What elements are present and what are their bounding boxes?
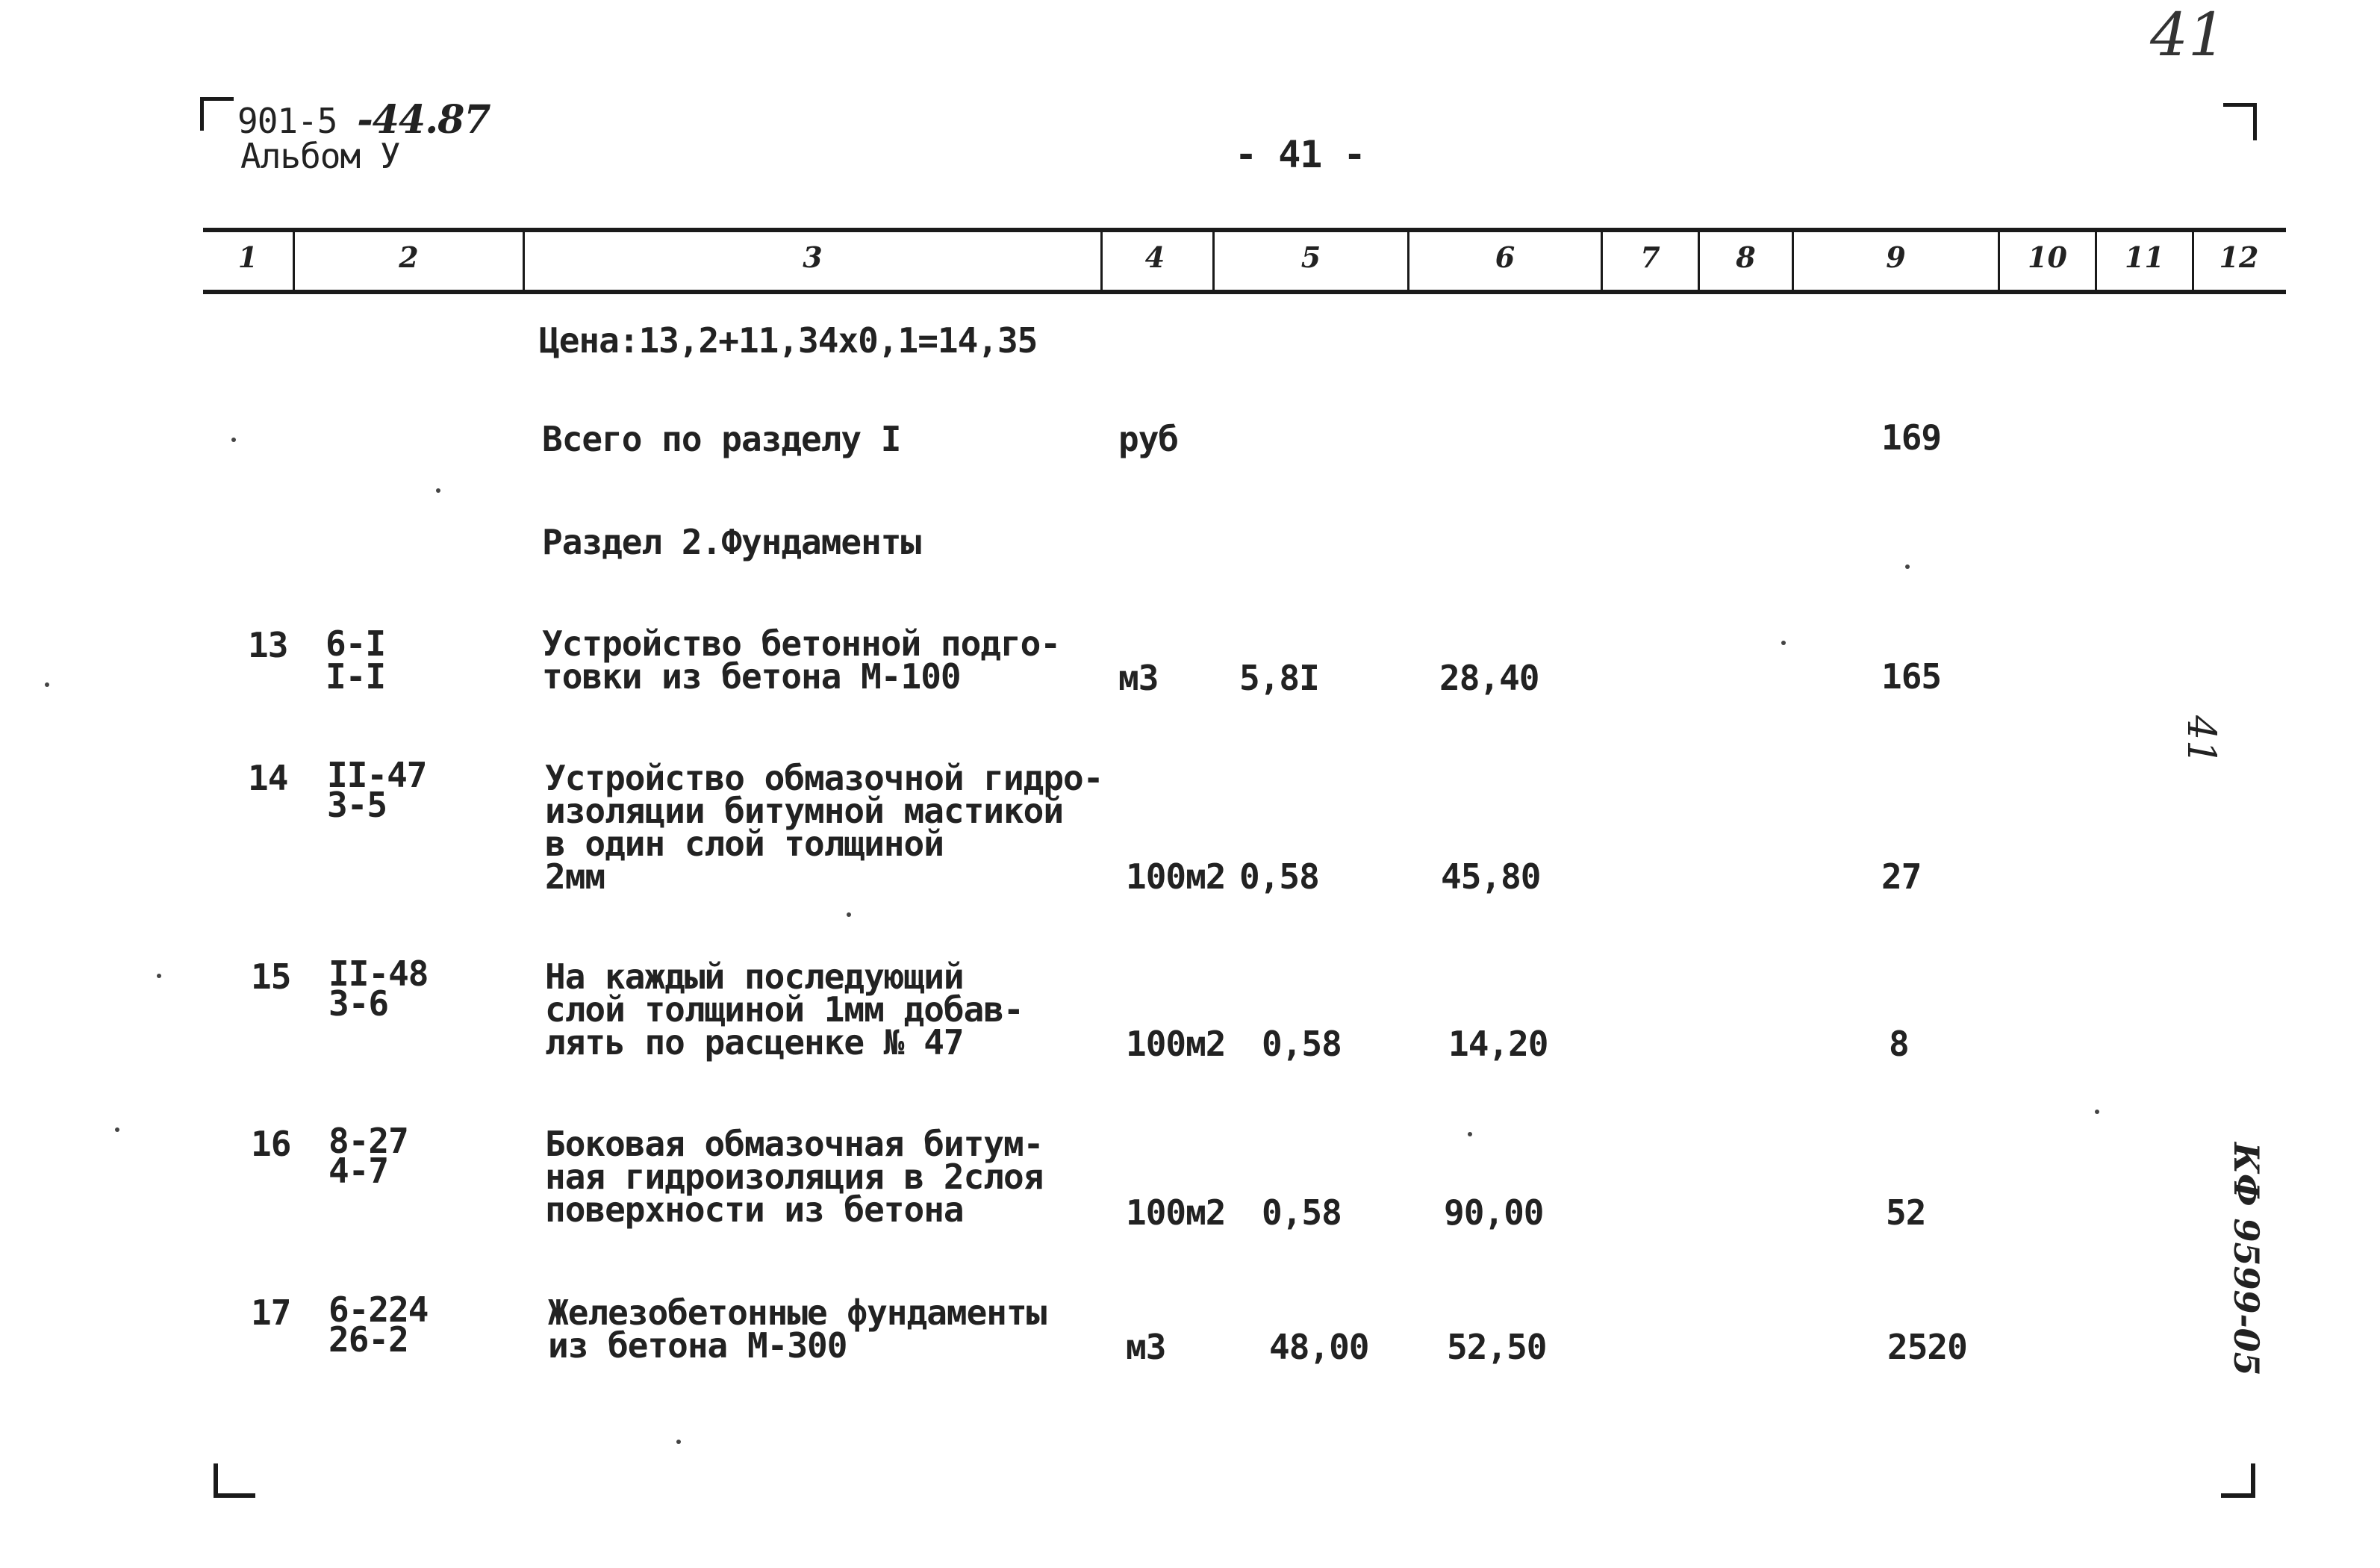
row-description: Устройство бетонной подго- товки из бетона М-100 (542, 623, 1061, 697)
row-code: 6-224 26-2 (328, 1289, 429, 1360)
column-number-3: 3 (803, 240, 823, 274)
column-number-12: 12 (2219, 240, 2259, 274)
scan-speck (231, 438, 236, 442)
page-number: - 41 - (1235, 133, 1365, 176)
corner-mark-top-right (2223, 103, 2257, 140)
column-number-6: 6 (1495, 240, 1515, 274)
scan-speck (676, 1440, 681, 1444)
row-quantity: 0,58 (1239, 856, 1319, 897)
document-code-handwritten: -44.87 (357, 97, 490, 143)
column-number-11: 11 (2125, 240, 2164, 274)
scan-speck (45, 682, 49, 687)
row-description: На каждый последующий слой толщиной 1мм добав- лять по расценке № 47 (545, 956, 1024, 1063)
section-total-unit: руб (1118, 419, 1179, 459)
row-number: 15 (251, 956, 291, 997)
row-code: 8-27 4-7 (328, 1121, 408, 1191)
table-header-top-rule (203, 228, 2286, 232)
row-description: Устройство обмазочной гидро- изоляции битумной мастикой в один слой толщиной 2мм (545, 758, 1103, 897)
scan-speck (847, 912, 851, 917)
column-number-2: 2 (399, 240, 419, 274)
row-unit: м3 (1118, 658, 1159, 698)
row-price: 28,40 (1439, 658, 1539, 698)
row-description: Боковая обмазочная битум- ная гидроизоляция в 2слоя поверхности из бетона (545, 1124, 1044, 1230)
row-code: II-47 3-5 (327, 755, 427, 825)
scan-speck (1468, 1132, 1472, 1136)
row-number: 16 (251, 1124, 291, 1164)
row-price: 90,00 (1444, 1192, 1544, 1233)
corner-mark-top-left (200, 97, 234, 131)
row-number: 13 (248, 625, 288, 665)
column-number-4: 4 (1144, 240, 1165, 274)
scan-speck (1905, 564, 1910, 569)
row-price: 45,80 (1441, 856, 1541, 897)
row-quantity: 48,00 (1269, 1327, 1369, 1367)
row-unit: 100м2 (1126, 856, 1226, 897)
row-total: 165 (1881, 656, 1942, 697)
handwritten-page-number: 41 (2150, 0, 2226, 69)
row-price: 52,50 (1447, 1327, 1547, 1367)
row-unit: м3 (1126, 1327, 1166, 1367)
side-archive-stamp: КФ 9599-05 (2226, 1142, 2267, 1376)
row-total: 2520 (1887, 1327, 1967, 1367)
column-number-1: 1 (237, 240, 258, 274)
section-total-label: Всего по разделу I (542, 419, 901, 459)
scan-speck (436, 488, 440, 493)
row-description: Железобетонные фундаменты из бетона М-300 (548, 1292, 1047, 1366)
column-number-7: 7 (1640, 240, 1660, 274)
scan-speck (157, 974, 161, 978)
row-total: 27 (1881, 856, 1922, 897)
row-quantity: 0,58 (1262, 1024, 1342, 1064)
row-unit: 100м2 (1126, 1192, 1226, 1233)
row-number: 17 (251, 1292, 291, 1333)
price-note: Цена:13,2+11,34х0,1=14,35 (539, 320, 1038, 361)
row-total: 8 (1889, 1024, 1909, 1064)
row-code: 6-I I-I (325, 623, 386, 697)
table-header-bottom-rule (203, 290, 2286, 294)
scan-speck (1781, 641, 1786, 645)
side-page-number-rotated: 41 (2178, 715, 2223, 765)
row-quantity: 5,8I (1239, 658, 1319, 698)
row-unit: 100м2 (1126, 1024, 1226, 1064)
album-label: Альбом У (240, 136, 400, 176)
row-total: 52 (1886, 1192, 1926, 1233)
scan-speck (115, 1127, 119, 1132)
document-code (237, 97, 490, 143)
section-total-sum: 169 (1881, 417, 1942, 458)
row-number: 14 (248, 758, 288, 798)
column-number-10: 10 (2028, 240, 2067, 274)
row-price: 14,20 (1448, 1024, 1548, 1064)
corner-mark-bottom-right (2221, 1463, 2255, 1498)
row-quantity: 0,58 (1262, 1192, 1342, 1233)
row-code: II-48 3-6 (328, 953, 429, 1024)
document-code-typed: 901-5 (237, 101, 337, 141)
column-number-8: 8 (1736, 240, 1756, 274)
section-title: Раздел 2.Фундаменты (542, 522, 921, 562)
scan-speck (2095, 1110, 2099, 1114)
column-number-5: 5 (1300, 240, 1321, 274)
column-number-9: 9 (1886, 240, 1906, 274)
corner-mark-bottom-left (214, 1463, 255, 1498)
